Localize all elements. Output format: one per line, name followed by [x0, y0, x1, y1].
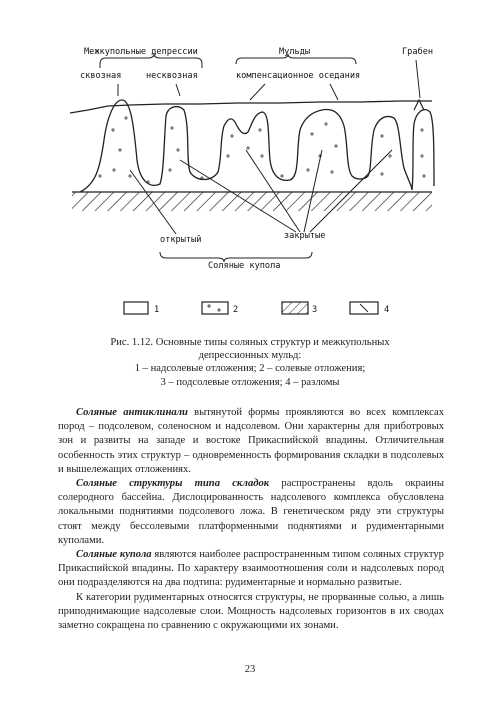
paragraph — [58, 406, 444, 477]
caption-line: Рис. 1.12. Основные типы соляных структур и межкупольных — [110, 337, 390, 348]
paragraph — [58, 591, 444, 634]
paragraph-text: К категории рудиментарных относятся структуры, не прорванные солью, а лишь приподнимающие надсолевые слои. Мощность надсолевых горизонтов в их сводах заметно сокращена по сравнению с окружающими их зонами. — [58, 591, 444, 632]
paragraph-term: Соляные структуры типа складок — [76, 478, 270, 490]
legend-item-4 — [350, 302, 389, 315]
page-number: 23 — [244, 664, 256, 675]
subsalt-layer — [72, 192, 432, 211]
paragraph-term: Соляные купола — [76, 549, 152, 561]
label-salt-domes: Соляные купола — [208, 261, 281, 271]
label-graben: Грабен — [402, 47, 434, 57]
label-troughs: Мульды — [279, 47, 311, 57]
salt-domes-outline — [80, 100, 434, 192]
body-text — [58, 406, 444, 633]
paragraph-text: вытянутой формы проявляются во всех комплексах пород – подсолевом, соленосном и надсолевом. Они характерны для приботровых зон и развиты на западе и востоке Прикаспийской впадины. Отличительная особенность этих структур – одновременность формирования складки в подсолевых и вышележащих отложениях. — [58, 407, 444, 475]
caption-line: депрессионных мульд: — [198, 350, 302, 362]
label-compensation: компенсационное оседания — [236, 71, 361, 81]
surface-line — [70, 101, 432, 113]
paragraph-text: распространены вдоль окраины солеродного бассейна. Дислоцированность надсолевого комплекса обусловлена локальными поднятиями подсолевого ложа. В генетическом ряду эти структуры стоят между бессолевыми платформенными поднятиями и рудиментарными куполами. — [58, 478, 445, 546]
label-non-through: несквозная — [146, 71, 198, 81]
legend-item-3 — [282, 302, 317, 315]
legend-number-2: 2 — [233, 305, 239, 315]
paragraph-term: Соляные антиклинали — [76, 407, 188, 418]
paragraph-text: являются наиболее распространенным типом соляных структур Прикаспийской впадины. По характеру взаимоотношения соли и надсолевых пород они подразделяются на два подтипа: рудиментарные и нормально развитые. — [58, 549, 444, 589]
legend-number-1: 1 — [154, 305, 160, 315]
label-through: сквозная — [80, 71, 122, 81]
figure-legend — [0, 282, 500, 322]
label-interdome-depressions: Межкупольные депрессии — [84, 47, 198, 57]
legend-item-1 — [124, 302, 159, 315]
label-closed: закрытые — [284, 231, 326, 241]
legend-number-3: 3 — [312, 305, 318, 315]
label-open: открытый — [160, 235, 202, 245]
salt-structures-diagram — [0, 0, 500, 320]
caption-line: 1 – надсолевые отложения; 2 – солевые отложения; — [134, 363, 366, 375]
paragraph — [58, 548, 444, 591]
legend-item-2 — [202, 302, 238, 315]
paragraph — [58, 477, 444, 548]
legend-number-4: 4 — [384, 305, 390, 315]
figure-caption — [60, 336, 440, 389]
caption-line: 3 – подсолевые отложения; 4 – разломы — [160, 376, 340, 388]
